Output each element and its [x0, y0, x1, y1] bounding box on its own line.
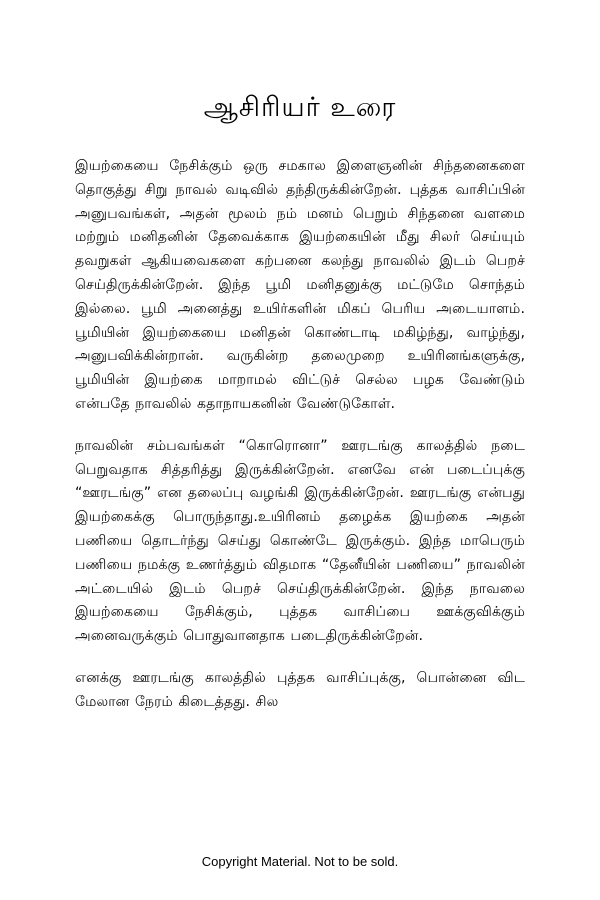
- paragraph-2: நாவலின் சம்பவங்கள் “கொரொனா” ஊரடங்கு காலத்தில் நடை பெறுவதாக சித்தரித்து இருக்கின்றேன். எனவே என் படைப்புக்கு “ஊரடங்கு” என தலைப்பு வழங்கி இருக்கின்றேன். ஊரடங்கு என்பது இயற்கைக்கு பொருந்தாது.உயிரினம் தழைக்க இயற்கை அதன் பணியை தொடர்ந்து செய்து கொண்டே இருக்கும். இந்த மாபெரும் பணியை நமக்கு உணர்த்தும் விதமாக “தேனீயின் பணியை” நாவலின் அட்டையில் இடம் பெறச் செய்திருக்கின்றேன். இந்த நாவலை இயற்கையை நேசிக்கும், புத்தக வாசிப்பை ஊக்குவிக்கும் அனைவருக்கும் பொதுவானதாக படைதிருக்கின்றேன்.: [75, 437, 525, 645]
- copyright-footer: Copyright Material. Not to be sold.: [201, 854, 399, 869]
- paragraph-3: எனக்கு ஊரடங்கு காலத்தில் புத்தக வாசிப்புக்கு, பொன்னை விட மேலான நேரம் கிடைத்தது. சில: [75, 669, 525, 710]
- body-text: [75, 155, 525, 733]
- paragraph-1: இயற்கையை நேசிக்கும் ஒரு சமகால இளைஞனின் சிந்தனைகளை தொகுத்து சிறு நாவல் வடிவில் தந்திருக்கின்றேன். புத்தக வாசிப்பின் அனுபவங்கள், அதன் மூலம் நம் மனம் பெறும் சிந்தனை வளமை மற்றும் மனிதனின் தேவைக்காக இயற்கையின் மீது சிலர் செய்யும் தவறுகள் ஆகியவைகளை கற்பனை கலந்து நாவலில் இடம் பெறச் செய்திருக்கின்றேன். இந்த பூமி மனிதனுக்கு மட்டுமே சொந்தம் இல்லை. பூமி அனைத்து உயிர்களின் மிகப் பெரிய அடையாளம். பூமியின் இயற்கையை மனிதன் கொண்டாடி மகிழ்ந்து, வாழ்ந்து, அனுபவிக்கின்றான். வருகின்ற தலைமுறை உயிரினங்களுக்கு, பூமியின் இயற்கை மாறாமல் விட்டுச் செல்ல பழக வேண்டும் என்பதே நாவலில் கதாநாயகனின் வேண்டுகோள்.: [75, 158, 525, 412]
- page-title: ஆசிரியர் உரை: [203, 92, 397, 123]
